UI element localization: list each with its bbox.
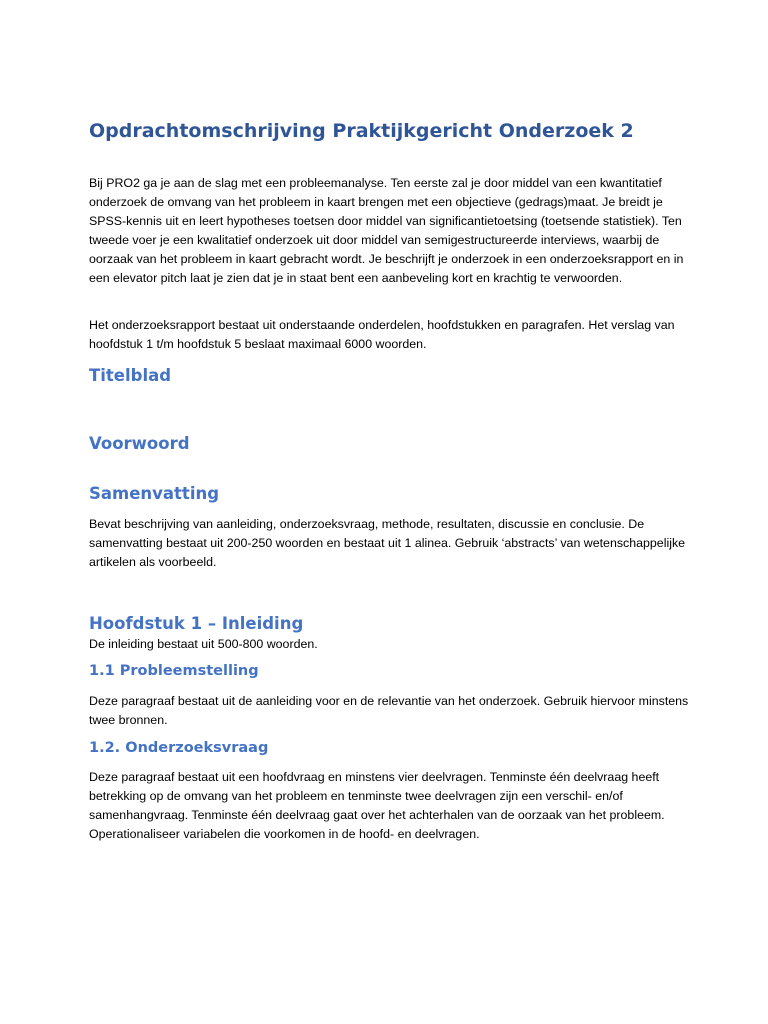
intro-paragraph-2: Het onderzoeksrapport bestaat uit onderstaande onderdelen, hoofdstukken en paragrafen. Het verslag van hoofdstuk 1 t/m hoofdstuk 5 beslaat maximaal 6000 woorden. (89, 318, 675, 351)
heading-probleemstelling: 1.1 Probleemstelling (89, 663, 259, 679)
heading-voorwoord: Voorwoord (89, 434, 190, 453)
probleemstelling-text: Deze paragraaf bestaat uit de aanleiding voor en de relevantie van het onderzoek. Gebruik hiervoor minstens twee bronnen. (89, 694, 689, 727)
onderzoeksvraag-text: Deze paragraaf bestaat uit een hoofdvraag en minstens vier deelvragen. Tenminste één deelvraag heeft betrekking op de omvang van het probleem en tenminste twee deelvragen zijn een verschil- en/of samenhangvraag. Tenminste één deelvraag gaat over het achterhalen van de oorzaak van het probleem. Operationaliseer variabelen die voorkomen in de hoofd- en deelvragen. (89, 770, 665, 841)
heading-titelblad: Titelblad (89, 366, 172, 385)
heading-onderzoeksvraag: 1.2. Onderzoeksvraag (89, 740, 269, 756)
samenvatting-text: Bevat beschrijving van aanleiding, onderzoeksvraag, methode, resultaten, discussie en conclusie. De samenvatting bestaat uit 200-250 woorden en bestaat uit 1 alinea. Gebruik ‘abstracts’ van wetenschappelijke artikelen als voorbeeld. (89, 517, 686, 569)
document-title: Opdrachtomschrijving Praktijkgericht Onderzoek 2 (89, 120, 634, 142)
heading-hoofdstuk-1: Hoofdstuk 1 – Inleiding (89, 614, 304, 633)
hoofdstuk-1-text: De inleiding bestaat uit 500-800 woorden. (89, 637, 318, 651)
heading-samenvatting: Samenvatting (89, 484, 220, 503)
intro-paragraph-1: Bij PRO2 ga je aan de slag met een probleemanalyse. Ten eerste zal je door middel van een kwantitatief onderzoek de omvang van het probleem in kaart brengen met een objectieve (gedrags)maat. Je breidt je SPSS-kennis uit en leert hypotheses toetsen door middel van significantietoetsing (toetsende statistiek). Ten tweede voer je een kwalitatief onderzoek uit door middel van semigestructureerde interviews, waarbij de oorzaak van het probleem in kaart gebracht wordt. Je beschrijft je onderzoek in een onderzoeksrapport en in een elevator pitch laat je zien dat je in staat bent een aanbeveling kort en krachtig te verwoorden. (89, 176, 684, 285)
